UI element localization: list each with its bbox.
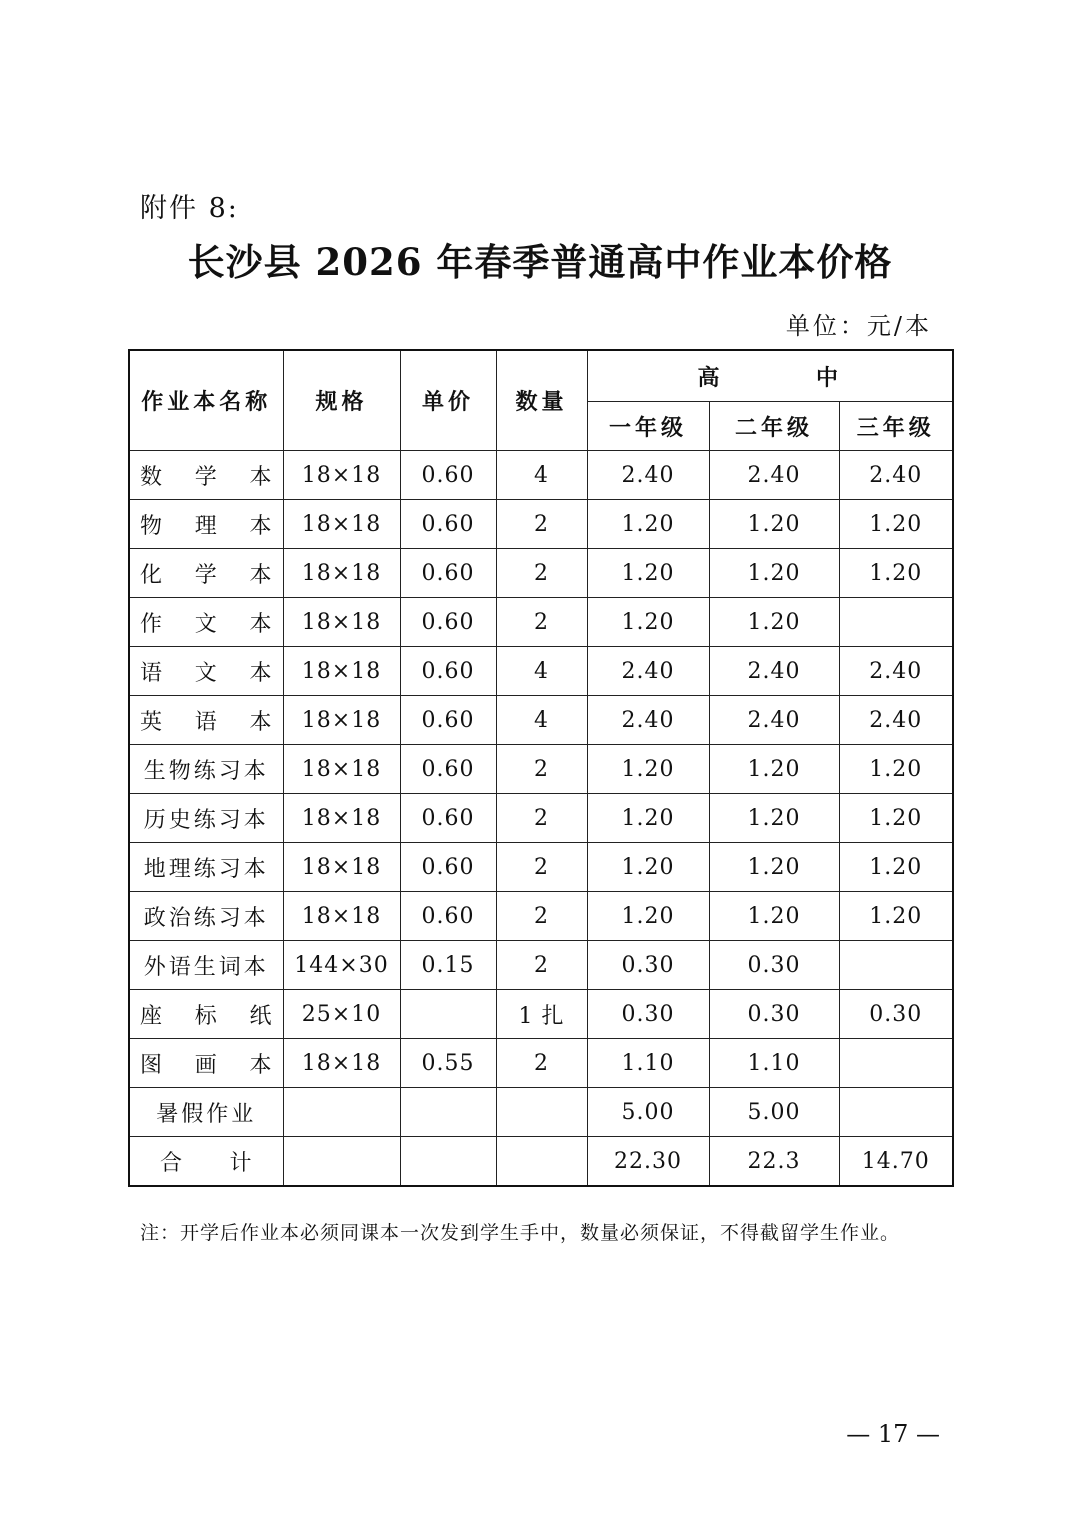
- cell-g1: 1.20: [587, 794, 709, 843]
- cell-g1: 1.10: [587, 1039, 709, 1088]
- cell-qty: 2: [496, 598, 587, 647]
- item-name: 英 语 本: [140, 709, 273, 735]
- cell-spec: 18×18: [283, 500, 400, 549]
- cell-g3: 2.40: [839, 696, 953, 745]
- cell-spec: 18×18: [283, 1039, 400, 1088]
- cell-price: 0.60: [400, 892, 496, 941]
- cell-g3: 1.20: [839, 892, 953, 941]
- cell-name: [129, 598, 283, 647]
- attachment-label: 附件 8:: [140, 193, 239, 224]
- cell-price: 0.60: [400, 598, 496, 647]
- cell-g1: 1.20: [587, 745, 709, 794]
- cell-g2: 1.20: [709, 843, 839, 892]
- cell-g2: 22.3: [709, 1137, 839, 1187]
- cell-g3: 1.20: [839, 745, 953, 794]
- table-row: [129, 696, 953, 745]
- cell-name: [129, 990, 283, 1039]
- cell-price: 0.60: [400, 500, 496, 549]
- header-grade3: 三年级: [839, 402, 953, 451]
- cell-g3: 1.20: [839, 500, 953, 549]
- cell-name: [129, 843, 283, 892]
- cell-g3: 2.40: [839, 647, 953, 696]
- cell-qty: 2: [496, 500, 587, 549]
- cell-spec: 18×18: [283, 745, 400, 794]
- item-name: 物 理 本: [140, 513, 273, 539]
- item-name: 化 学 本: [140, 562, 273, 588]
- cell-g2: 1.20: [709, 549, 839, 598]
- cell-g1: 0.30: [587, 990, 709, 1039]
- cell-g3: 1.20: [839, 549, 953, 598]
- table-row: [129, 451, 953, 500]
- item-name: 政治练习本: [143, 905, 269, 931]
- item-name: 作 文 本: [140, 611, 273, 637]
- cell-qty: [496, 1088, 587, 1137]
- cell-g2: 0.30: [709, 941, 839, 990]
- cell-g2: 1.10: [709, 1039, 839, 1088]
- cell-price: 0.60: [400, 843, 496, 892]
- cell-g3: [839, 941, 953, 990]
- table-row: [129, 1088, 953, 1137]
- cell-price: 0.60: [400, 549, 496, 598]
- cell-g3: [839, 598, 953, 647]
- page-number: — 17 —: [846, 1420, 940, 1448]
- cell-g3: 1.20: [839, 843, 953, 892]
- cell-price: 0.60: [400, 794, 496, 843]
- header-grade1: 一年级: [587, 402, 709, 451]
- footnote: 注：开学后作业本必须同课本一次发到学生手中，数量必须保证，不得截留学生作业。: [140, 1222, 901, 1244]
- cell-g2: 2.40: [709, 696, 839, 745]
- cell-g3: 1.20: [839, 794, 953, 843]
- cell-spec: 144×30: [283, 941, 400, 990]
- cell-g1: 22.30: [587, 1137, 709, 1187]
- table-row: [129, 1137, 953, 1187]
- cell-price: 0.60: [400, 647, 496, 696]
- cell-name: [129, 794, 283, 843]
- cell-g2: 0.30: [709, 990, 839, 1039]
- cell-qty: 2: [496, 1039, 587, 1088]
- cell-g1: 1.20: [587, 500, 709, 549]
- table-row: [129, 647, 953, 696]
- table-row: [129, 794, 953, 843]
- cell-name: [129, 1039, 283, 1088]
- item-name: 数 学 本: [140, 464, 273, 490]
- item-name: 图 画 本: [140, 1052, 273, 1078]
- item-name: 外语生词本: [143, 954, 269, 980]
- header-name: 作业本名称: [129, 350, 283, 451]
- cell-price: 0.60: [400, 451, 496, 500]
- table-row: [129, 745, 953, 794]
- cell-g3: [839, 1088, 953, 1137]
- header-spec: 规格: [283, 350, 400, 451]
- cell-name: [129, 647, 283, 696]
- cell-g3: 0.30: [839, 990, 953, 1039]
- table-row: [129, 990, 953, 1039]
- cell-qty: 2: [496, 549, 587, 598]
- cell-price: [400, 1137, 496, 1187]
- header-group: [587, 350, 953, 402]
- cell-spec: [283, 1088, 400, 1137]
- cell-spec: 18×18: [283, 696, 400, 745]
- cell-name: [129, 451, 283, 500]
- cell-qty: 2: [496, 794, 587, 843]
- table-row: [129, 598, 953, 647]
- price-table: [128, 349, 954, 1187]
- cell-price: 0.60: [400, 745, 496, 794]
- cell-qty: [496, 1137, 587, 1187]
- cell-qty: 1 扎: [496, 990, 587, 1039]
- cell-name: [129, 892, 283, 941]
- header-qty: 数量: [496, 350, 587, 451]
- cell-qty: 4: [496, 696, 587, 745]
- cell-g1: 1.20: [587, 892, 709, 941]
- cell-g1: 0.30: [587, 941, 709, 990]
- cell-price: 0.55: [400, 1039, 496, 1088]
- header-price: 单价: [400, 350, 496, 451]
- cell-g2: 2.40: [709, 647, 839, 696]
- table-row: [129, 941, 953, 990]
- item-name: 地理练习本: [143, 856, 269, 882]
- header-grade2: 二年级: [709, 402, 839, 451]
- cell-g1: 2.40: [587, 696, 709, 745]
- cell-name: [129, 549, 283, 598]
- cell-qty: 2: [496, 745, 587, 794]
- cell-spec: 18×18: [283, 892, 400, 941]
- cell-g2: 1.20: [709, 892, 839, 941]
- item-name: 历史练习本: [143, 807, 269, 833]
- cell-g1: 2.40: [587, 647, 709, 696]
- table-body: [129, 451, 953, 1187]
- cell-g2: 1.20: [709, 745, 839, 794]
- cell-g3: 14.70: [839, 1137, 953, 1187]
- cell-name: [129, 941, 283, 990]
- cell-name: [129, 696, 283, 745]
- cell-name: [129, 745, 283, 794]
- cell-price: 0.15: [400, 941, 496, 990]
- cell-g3: 2.40: [839, 451, 953, 500]
- cell-name: [129, 500, 283, 549]
- cell-g2: 1.20: [709, 500, 839, 549]
- cell-g2: 5.00: [709, 1088, 839, 1137]
- table-row: [129, 1039, 953, 1088]
- cell-price: [400, 1088, 496, 1137]
- cell-spec: 18×18: [283, 647, 400, 696]
- document-title: 长沙县 2026 年春季普通高中作业本价格: [187, 240, 893, 284]
- cell-g3: [839, 1039, 953, 1088]
- cell-spec: [283, 1137, 400, 1187]
- unit-label: 单位：元/本: [785, 312, 932, 340]
- item-name: 合 计: [160, 1150, 253, 1176]
- table-row: [129, 500, 953, 549]
- table-row: [129, 549, 953, 598]
- cell-price: [400, 990, 496, 1039]
- cell-price: 0.60: [400, 696, 496, 745]
- table-row: [129, 892, 953, 941]
- cell-qty: 4: [496, 647, 587, 696]
- cell-spec: 18×18: [283, 794, 400, 843]
- cell-name: [129, 1137, 283, 1187]
- item-name: 座 标 纸: [140, 1003, 273, 1029]
- cell-g1: 1.20: [587, 549, 709, 598]
- cell-g2: 1.20: [709, 598, 839, 647]
- header-group-text: 高 中: [697, 364, 843, 391]
- cell-qty: 2: [496, 892, 587, 941]
- item-name: 暑假作业: [156, 1101, 257, 1127]
- cell-g1: 2.40: [587, 451, 709, 500]
- cell-spec: 18×18: [283, 598, 400, 647]
- cell-qty: 2: [496, 843, 587, 892]
- cell-g2: 1.20: [709, 794, 839, 843]
- cell-spec: 18×18: [283, 843, 400, 892]
- cell-name: [129, 1088, 283, 1137]
- cell-qty: 4: [496, 451, 587, 500]
- cell-spec: 18×18: [283, 549, 400, 598]
- cell-g1: 1.20: [587, 598, 709, 647]
- cell-spec: 18×18: [283, 451, 400, 500]
- table-row: [129, 843, 953, 892]
- item-name: 语 文 本: [140, 660, 273, 686]
- cell-g2: 2.40: [709, 451, 839, 500]
- item-name: 生物练习本: [143, 758, 269, 784]
- cell-g1: 5.00: [587, 1088, 709, 1137]
- cell-g1: 1.20: [587, 843, 709, 892]
- cell-spec: 25×10: [283, 990, 400, 1039]
- cell-qty: 2: [496, 941, 587, 990]
